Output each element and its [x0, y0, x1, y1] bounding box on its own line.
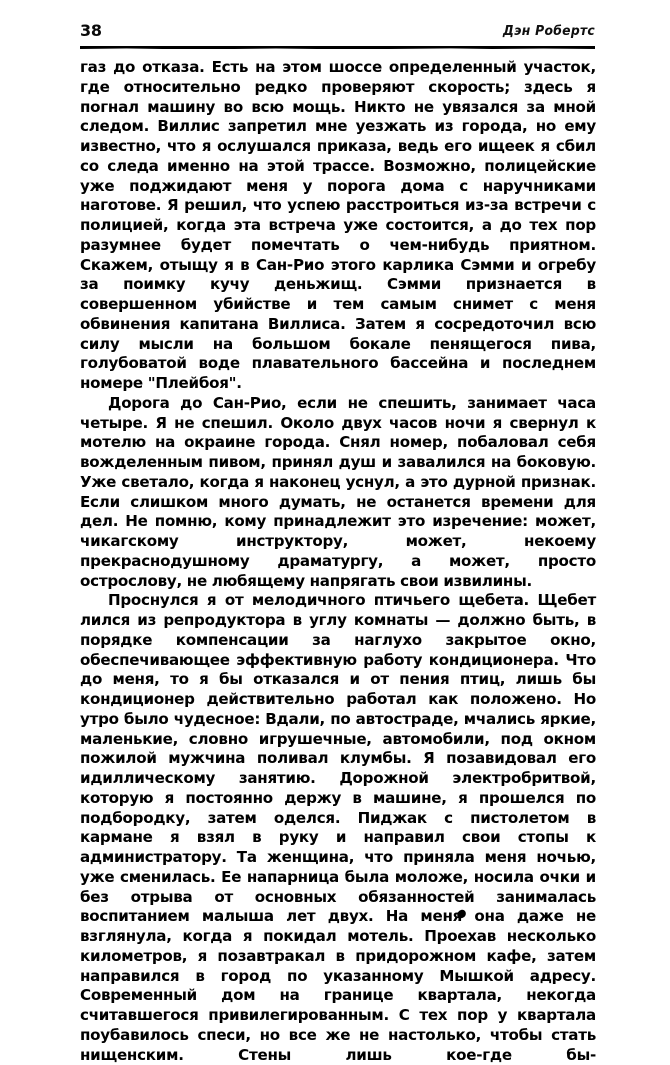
running-header — [80, 22, 595, 46]
header-divider-rule — [80, 46, 595, 49]
paragraph-2: Дорога до Сан-Рио, если не спешить, занимает часа четыре. Я не спешил. Около двух часов ночи я свернул к мотелю на окраине города. Снял номер, побаловал себя вожделенным пивом, принял душ и завалился на боковую. Уже светало, когда я наконец уснул, а это дурной признак. Если слишком много думать, не останется времени для дел. Не помню, кому принадлежит это изречение: может, чикагскому инструктору, может, некоему прекраснодушному драматургу, а может, просто острослову, не любящему напрягать свои извилины. — [80, 393, 596, 590]
running-title-author: Дэн Робертс — [502, 24, 595, 39]
page-number: 38 — [80, 21, 102, 40]
paragraph-3-text-after-artifact: она даже не взглянула, когда я покидал мотель. Проехав несколько километров, я позавтракал в придорожном кафе, затем направился в город по указанному Мышкой адресу. Современный дом на границе квартала, некогда считавшегося привилегированным. С тех пор у квартала поубавилось спеси, но все же не настолько, чтобы стать нищенским. Стены лишь кое-где бы- — [80, 907, 597, 1064]
page-body-text — [80, 58, 596, 1065]
paragraph-3 — [80, 591, 596, 1065]
paragraph-3-text-before-artifact: Проснулся я от мелодичного птичьего щебета. Щебет лился из репродуктора в углу комнаты — должно быть, в порядке компенсации за наглухо закрытое окно, обеспечивающее эффективную работу кондиционера. Что до меня, то я бы отказался и от пения птиц, лишь бы кондиционер действительно работал как положено. Но утро было чудесное: Вдали, по автостраде, мчались яркие, маленькие, словно игрушечные, автомобили, под окном пожилой мужчина поливал клумбы. Я позавидовал его идиллическому занятию. Дорожной электробритвой, которую я постоянно держу в машине, я прошелся по подбородку, затем оделся. Пиджак с пистолетом в кармане я взял в руку и направил свои стопы к администратору. Та женщина, что приняла меня ночью, уже сменилась. Ее напарница была моложе, носила очки и без отрыва от основных обязанностей занималась воспитанием малыша лет двух. На меня — [80, 591, 596, 926]
paragraph-1: газ до отказа. Есть на этом шоссе определенный участок, где относительно редко проверяют скорость; здесь я погнал машину во всю мощь. Никто не увязался за мной следом. Виллис запретил мне уезжать из города, но ему известно, что я ослушался приказа, ведь его ищеек я сбил со следа именно на этой трассе. Возможно, полицейские уже поджидают меня у порога дома с наручниками наготове. Я решил, что успею расстроиться из-за встречи с полицией, когда эта встреча уже состоится, а до тех пор разумнее будет помечтать о чем-нибудь приятном. Скажем, отыщу я в Сан-Рио этого карлика Сэмми и огребу за поимку кучу деньжищ. Сэмми признается в совершенном убийстве и тем самым снимет с меня обвинения капитана Виллиса. Затем я сосредоточил всю силу мысли на большом бокале пенящегося пива, голубоватой воде плавательного бассейна и последнем номере "Плейбоя". — [80, 58, 596, 392]
